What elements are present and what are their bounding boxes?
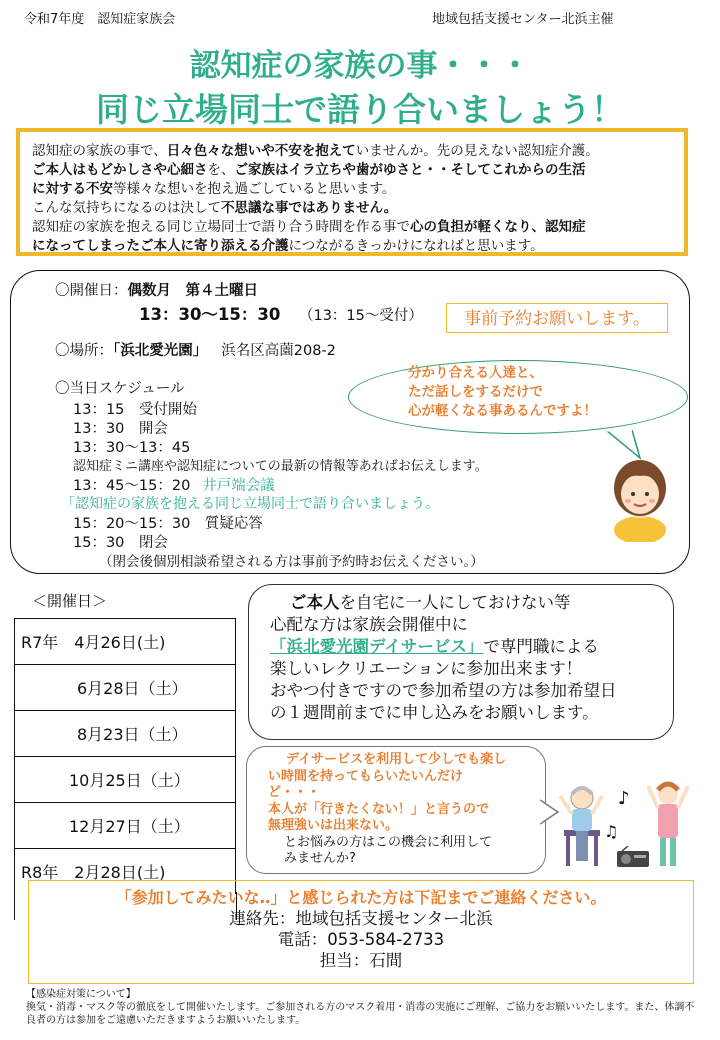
schedule-highlight: 井戸端会議 [202, 478, 275, 494]
schedule-item: 13：15 受付開始 [73, 402, 197, 418]
day-schedule-label: 〇当日スケジュール [55, 381, 185, 397]
schedule-item-desc: 「認知症の家族を抱える同じ立場同士で語り合いましょう。 [61, 496, 439, 512]
schedule-item: 13：30〜13：45 [73, 440, 191, 456]
date-cell: 10月25日（土） [15, 757, 236, 803]
intro-emphasis: ご本人はもどかしさや心細さ [32, 162, 208, 178]
schedule-item: 15：30 閉会 [73, 535, 168, 551]
contact-phone: 電話：053-584-2733 [277, 930, 445, 949]
table-row [15, 757, 236, 803]
intro-emphasis: に対する不安 [32, 181, 113, 197]
intro-line [32, 199, 672, 218]
table-border [14, 892, 15, 920]
day-service-line: 楽しいレクリエーションに参加出来ます！ [270, 659, 583, 678]
intro-text: 等様々な想いを抱え過ごしていると思います。 [113, 181, 396, 197]
intro-emphasis: になってしまったご本人に寄り添える介護 [32, 238, 289, 254]
title-line-2: 同じ立場同士で語り合いましょう！ [96, 90, 624, 129]
place-row [55, 339, 336, 360]
day-service-line: おやつ付きですので参加希望の方は参加希望日 [270, 681, 617, 700]
quote-line: 心が軽くなる事あるんですよ！ [408, 403, 597, 419]
date-row [55, 279, 258, 300]
time-note: （13：15〜受付） [298, 308, 423, 324]
schedule-item [73, 474, 275, 495]
speech-line: 本人が「行きたくない！」と言うので [268, 801, 490, 817]
date-cell: 12月27日（土） [15, 803, 236, 849]
intro-text: いませんか。先の見えない認知症介護。 [355, 143, 599, 159]
speech-line: い時間を持ってもらいたいんだけ [268, 768, 464, 784]
day-service-name: 「浜北愛光園デイサービス」 [270, 637, 484, 656]
body-text: で専門職による [483, 637, 599, 656]
radio-icon [616, 846, 650, 868]
day-service-line [270, 636, 617, 658]
intro-text: につながるきっかけになればと思います。 [288, 238, 544, 254]
note-title: 【感染症対策について】 [26, 989, 136, 1000]
intro-line [32, 142, 672, 161]
place-name: 「浜北愛光園」 [113, 343, 208, 359]
dates-heading: ＜開催日＞ [32, 592, 108, 610]
intro-emphasis: 不思議な事ではありません。 [221, 200, 398, 216]
day-service-line: 心配な方は家族会開催中に [270, 615, 468, 634]
emphasis-text: ご本人 [290, 593, 340, 612]
intro-emphasis: 心の負担が軽くなり、認知症 [410, 219, 586, 235]
schedule-item: 13：30 開会 [73, 421, 168, 437]
speech-text [268, 752, 506, 868]
day-service-line: の１週間前までに申し込みをお願いします。 [270, 703, 599, 722]
contact-person: 担当：石間 [319, 951, 403, 970]
note-body: 換気・消毒・マスク等の徹底をして開催いたします。ご参加される方のマスク着用・消毒の実施にご理解、ご協力をお願いいたします。また、体調不良者の方は参加をご遠慮いただきますようお願いいたします。 [26, 1002, 695, 1026]
date-label: 〇開催日： [55, 283, 128, 299]
date-cell: 8月23日（土） [15, 711, 236, 757]
schedule-time: 13：45〜15：20 [73, 478, 191, 494]
closing-note: （閉会後個別相談希望される方は事前予約時お伝えください。） [99, 554, 484, 570]
header-organizer-year: 令和7年度 認知症家族会 [24, 12, 176, 27]
music-note-icon: ♫ [604, 822, 619, 841]
place-label: 〇場所： [55, 343, 113, 359]
intro-text: を、 [207, 162, 235, 178]
contact-box [28, 880, 694, 984]
music-note-icon: ♪ [618, 788, 630, 809]
header-host: 地域包括支援センター北浜主催 [432, 12, 614, 27]
date-cell: R7年 4月26日(土) [15, 619, 236, 665]
table-row [15, 803, 236, 849]
place-address: 浜名区高薗208-2 [221, 343, 336, 359]
speech-line: みませんか? [284, 851, 356, 866]
intro-text: こんな気持ちになるのは決して [32, 200, 221, 216]
table-row [15, 619, 236, 665]
schedule-item: 15：20〜15：30 質疑応答 [73, 516, 263, 532]
quote-line: ただ話しをするだけで [408, 384, 543, 400]
title-line-1: 認知症の家族の事・・・ [189, 48, 531, 84]
intro-box [16, 128, 688, 256]
speech-line: とお悩みの方はこの機会に利用して [284, 834, 493, 850]
intro-line [32, 180, 672, 199]
date-value: 偶数月 第４土曜日 [127, 283, 258, 299]
body-text: を自宅に一人にしておけない等 [339, 593, 571, 612]
time-value: 13：30〜15：30 [139, 305, 281, 324]
intro-emphasis: ご家族はイラ立ちや歯がゆさと・・そしてこれからの生活 [234, 162, 586, 178]
date-cell: 6月28日（土） [15, 665, 236, 711]
contact-headline: 「参加してみたいな‥」と感じられた方は下記までご連絡ください。 [115, 888, 607, 907]
day-service-text [270, 592, 617, 724]
infection-note [26, 988, 696, 1027]
intro-text: 認知症の家族を抱える同じ立場同士で語り合う時間を作る事で [32, 219, 410, 235]
intro-emphasis: 日々色々な想いや不安を抱えて [166, 143, 356, 159]
dates-table [14, 618, 236, 894]
date-cell: R8年 2月28日(土) [15, 849, 236, 895]
intro-line [32, 161, 672, 180]
speech-line: ど・・・ [268, 785, 321, 800]
intro-text: 認知症の家族の事で、 [32, 143, 167, 159]
time-row [139, 301, 423, 325]
contact-org: 連絡先：地域包括支援センター北浜 [229, 909, 493, 928]
schedule-item: 認知症ミニ講座や認知症についての最新の情報等あればお伝えします。 [73, 459, 488, 474]
woman-illustration [600, 452, 680, 542]
day-service-line [270, 592, 617, 614]
quote-line: 分かり合える人達と、 [408, 365, 543, 381]
intro-line [32, 218, 672, 237]
table-row [15, 711, 236, 757]
reservation-notice: 事前予約お願いします。 [446, 303, 668, 333]
table-row [15, 665, 236, 711]
quote-text [408, 364, 597, 421]
speech-line: デイサービスを利用して少しでも楽し [286, 752, 507, 767]
intro-line [32, 237, 672, 256]
speech-line: 無理強いは出来ない。 [268, 818, 399, 833]
